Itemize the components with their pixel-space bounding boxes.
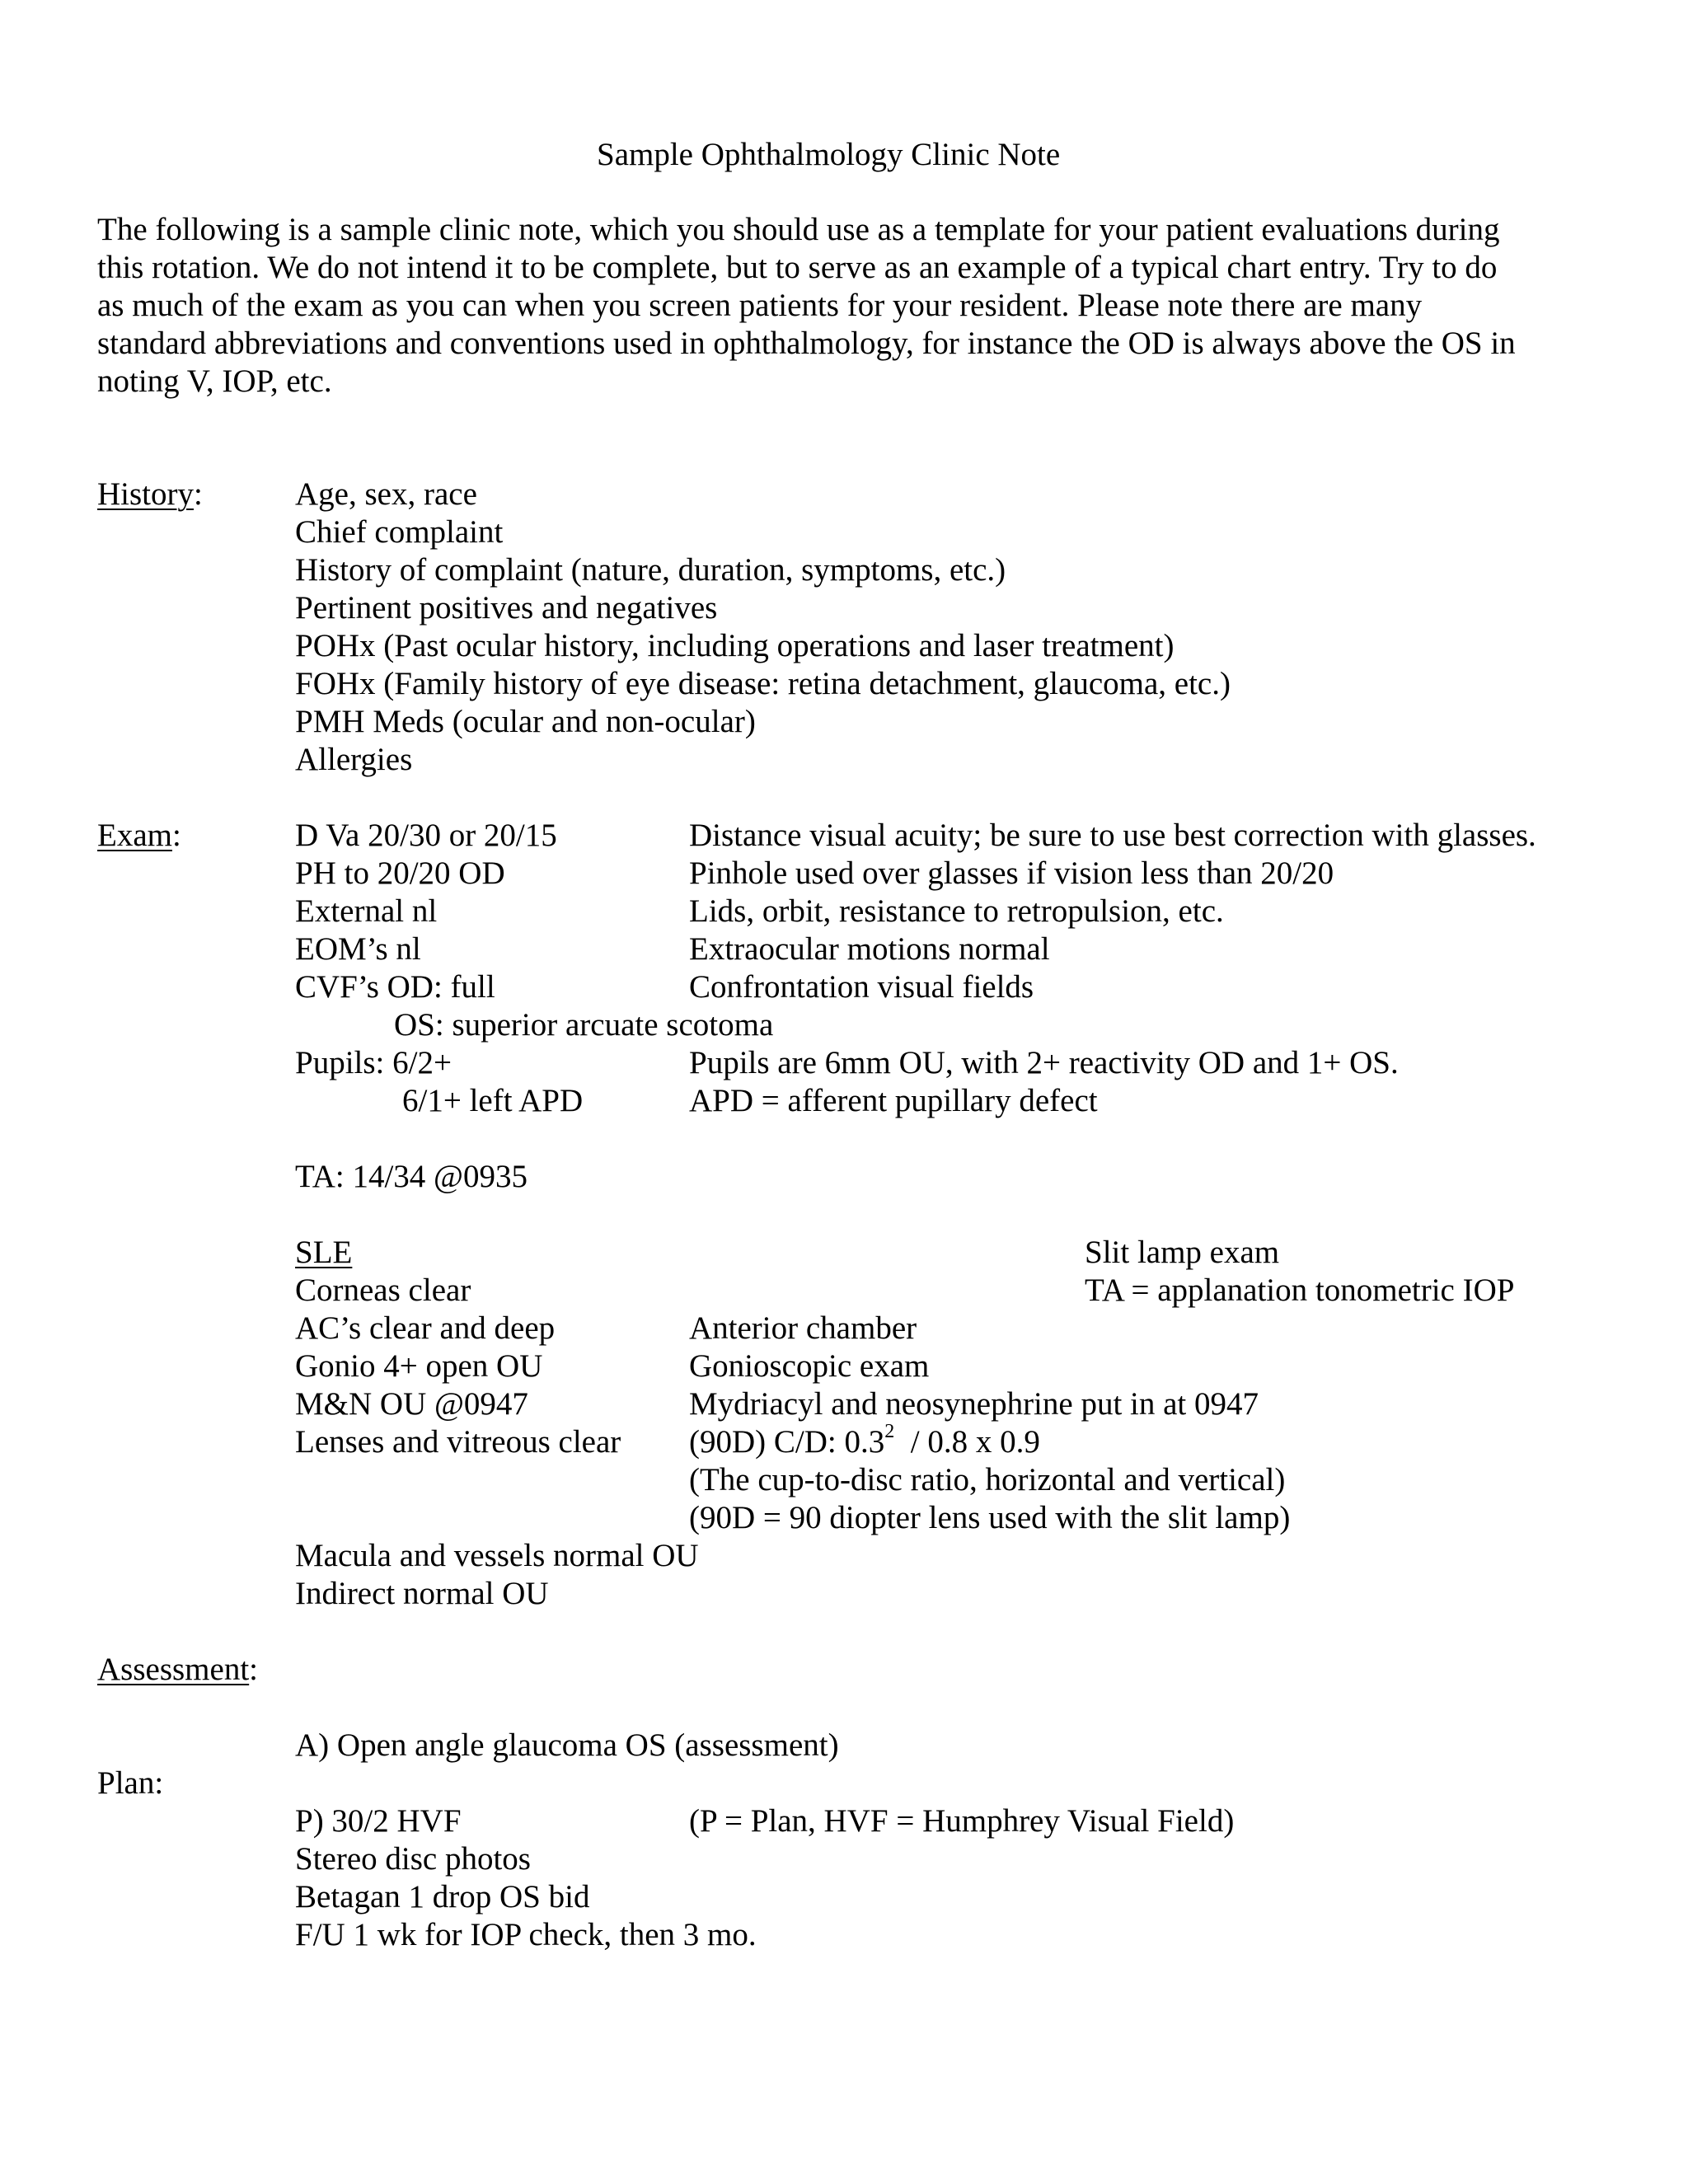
- cup-to-disc-ratio: (90D) C/D: $0.3^2 / 0.8$ x 0.9: [689, 1421, 1040, 1460]
- plan-heading: Plan:: [97, 1765, 164, 1801]
- sle-explanation: (90D = 90 diopter lens used with the slit lamp): [689, 1500, 1291, 1535]
- exam-finding: Pupils: 6/2+: [295, 1045, 452, 1080]
- plan-item: P) 30/2 HVF: [295, 1803, 462, 1839]
- plan-note: (P = Plan, HVF = Humphrey Visual Field): [689, 1803, 1235, 1839]
- intro-line: as much of the exam as you can when you screen patients for your resident. Please note there are many: [97, 288, 1423, 323]
- history-heading: History:: [97, 476, 203, 512]
- sle-explanation: Gonioscopic exam: [689, 1348, 930, 1384]
- intro-line: standard abbreviations and conventions used in ophthalmology, for instance the OD is always above the OS in: [97, 326, 1516, 361]
- plan-item: Stereo disc photos: [295, 1841, 531, 1877]
- exam-explanation: APD = afferent pupillary defect: [689, 1083, 1098, 1118]
- plan-item: F/U 1 wk for IOP check, then 3 mo.: [295, 1917, 757, 1952]
- assessment-heading: Assessment:: [97, 1652, 259, 1687]
- sle-explanation: Mydriacyl and neosynephrine put in at 0947: [689, 1386, 1259, 1422]
- fundus-finding: Indirect normal OU: [295, 1576, 549, 1611]
- exam-explanation: Extraocular motions normal: [689, 931, 1050, 967]
- page-title: Sample Ophthalmology Clinic Note: [597, 137, 1061, 172]
- exam-explanation: Distance visual acuity; be sure to use best correction with glasses.: [689, 818, 1536, 853]
- sle-finding: Gonio 4+ open OU: [295, 1348, 543, 1384]
- tonometry-reading: TA: 14/34 @0935: [295, 1159, 528, 1194]
- history-item: POHx (Past ocular history, including operations and laser treatment): [295, 628, 1175, 663]
- sle-explanation: (The cup-to-disc ratio, horizontal and vertical): [689, 1462, 1286, 1497]
- exam-finding: D Va 20/30 or 20/15: [295, 818, 557, 853]
- exam-heading: Exam:: [97, 818, 181, 853]
- exam-finding: EOM’s nl: [295, 931, 421, 967]
- intro-line: this rotation. We do not intend it to be complete, but to serve as an example of a typical chart entry. Try to do: [97, 250, 1498, 285]
- intro-line: The following is a sample clinic note, which you should use as a template for your patient evaluations during: [97, 212, 1500, 247]
- exam-finding: 6/1+ left APD: [402, 1083, 584, 1118]
- exam-finding: CVF’s OD: full: [295, 969, 495, 1005]
- exam-explanation: Lids, orbit, resistance to retropulsion, etc.: [689, 893, 1224, 929]
- history-item: Allergies: [295, 742, 413, 777]
- sle-finding: AC’s clear and deep: [295, 1310, 556, 1346]
- exam-explanation: Confrontation visual fields: [689, 969, 1034, 1005]
- plan-item: Betagan 1 drop OS bid: [295, 1879, 590, 1915]
- history-item: Chief complaint: [295, 514, 504, 550]
- fundus-finding: Macula and vessels normal OU: [295, 1538, 699, 1573]
- history-item: PMH Meds (ocular and non-ocular): [295, 704, 756, 739]
- sle-note: Slit lamp exam: [1085, 1235, 1280, 1270]
- sle-note: TA = applanation tonometric IOP: [1085, 1272, 1515, 1308]
- sle-finding: Lenses and vitreous clear: [295, 1424, 621, 1460]
- history-item: Pertinent positives and negatives: [295, 590, 718, 626]
- intro-line: noting V, IOP, etc.: [97, 363, 332, 399]
- exam-finding: PH to 20/20 OD: [295, 855, 505, 891]
- sle-finding: Corneas clear: [295, 1272, 471, 1308]
- history-item: Age, sex, race: [295, 476, 477, 512]
- exam-explanation: Pinhole used over glasses if vision less than 20/20: [689, 855, 1334, 891]
- exam-explanation: Pupils are 6mm OU, with 2+ reactivity OD and 1+ OS.: [689, 1045, 1399, 1080]
- history-item: History of complaint (nature, duration, symptoms, etc.): [295, 552, 1006, 588]
- exam-finding: OS: superior arcuate scotoma: [394, 1007, 774, 1043]
- assessment-item: A) Open angle glaucoma OS (assessment): [295, 1727, 839, 1763]
- sle-explanation: Anterior chamber: [689, 1310, 917, 1346]
- history-item: FOHx (Family history of eye disease: retina detachment, glaucoma, etc.): [295, 666, 1231, 701]
- exam-finding: External nl: [295, 893, 438, 929]
- sle-finding: M&N OU @0947: [295, 1386, 528, 1422]
- sle-heading: SLE: [295, 1235, 353, 1270]
